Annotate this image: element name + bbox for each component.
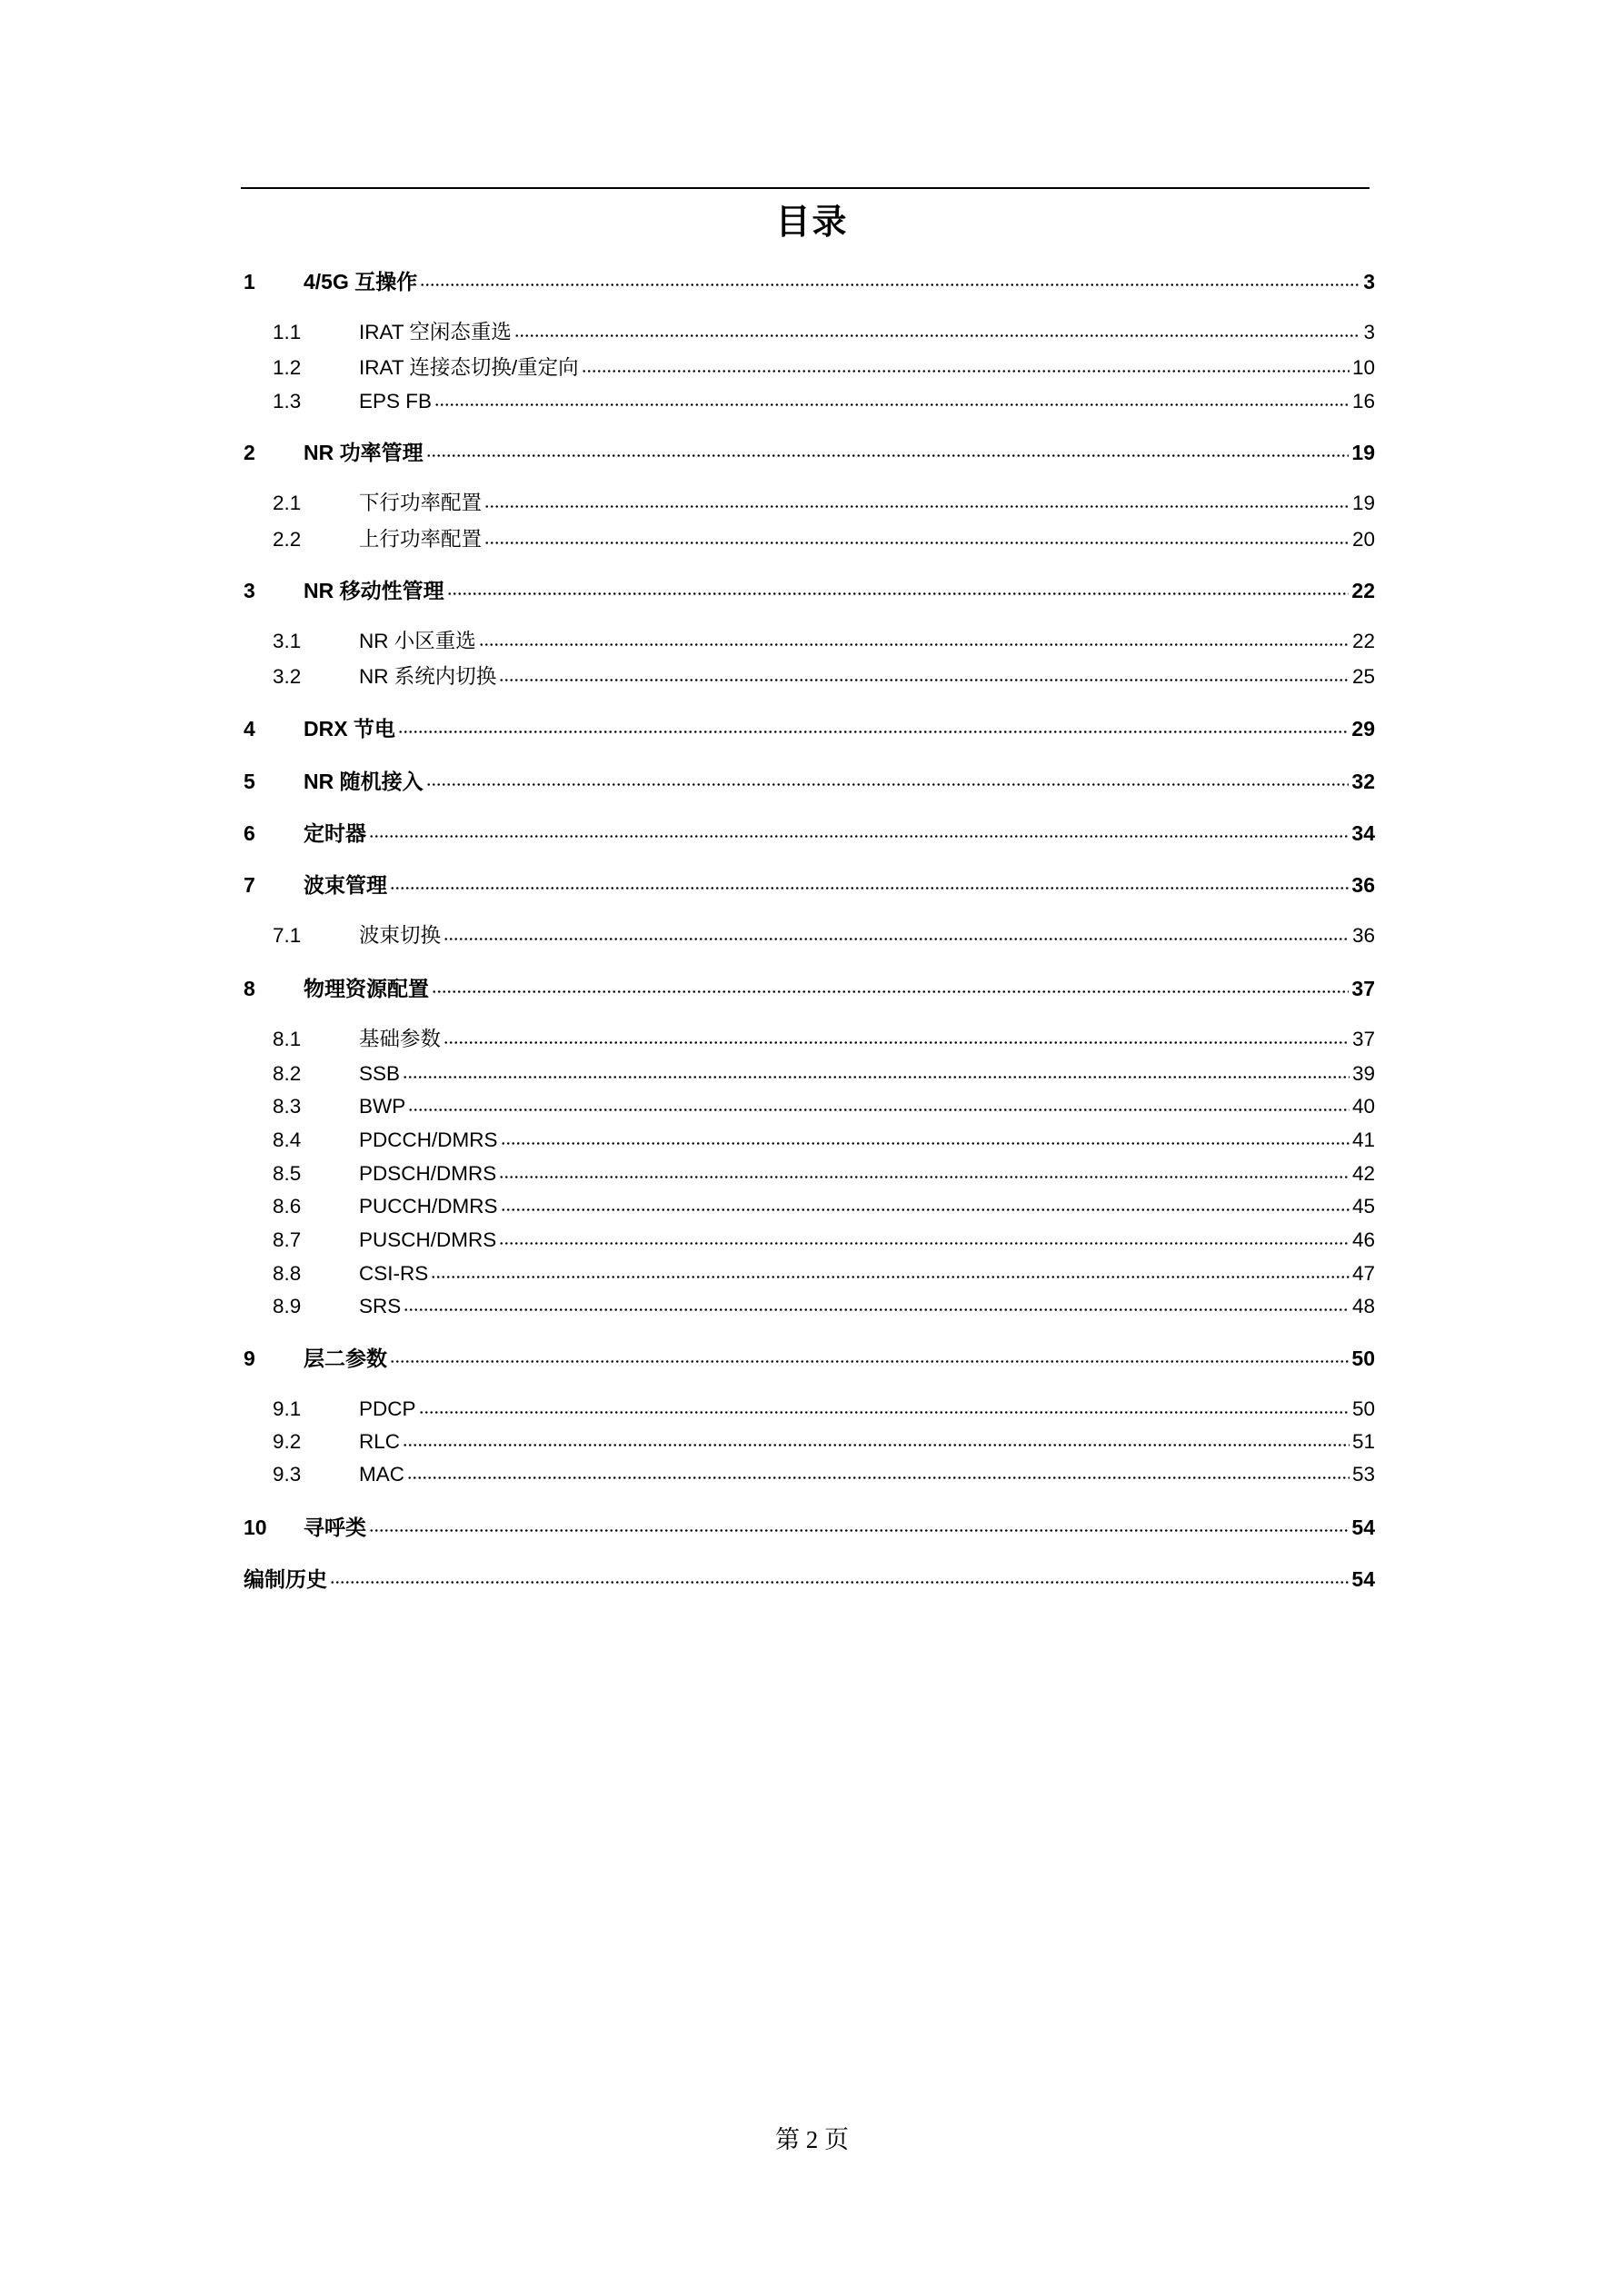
toc-entry-label: 波束切换 (359, 924, 442, 947)
toc-entry-number: 8.3 (273, 1095, 302, 1118)
toc-entry-number: 2.2 (273, 528, 302, 551)
toc-entry-label: 基础参数 (359, 1028, 442, 1050)
toc-entry-chapter[interactable] (244, 869, 1375, 898)
toc-dot-leader (582, 368, 1350, 374)
toc-entry-section[interactable] (244, 1393, 1375, 1422)
toc-dot-leader (484, 503, 1350, 510)
toc-entry-section[interactable] (244, 1257, 1375, 1287)
toc-entry-page-number: 34 (1351, 821, 1375, 845)
toc-entry-label: 波束管理 (304, 873, 387, 897)
toc-entry-label: NR 随机接入 (304, 770, 423, 793)
toc-entry-label: 4/5G 互操作 (304, 270, 418, 293)
toc-entry-number: 8.7 (273, 1228, 302, 1251)
toc-entry-chapter[interactable] (244, 817, 1375, 846)
toc-entry-section[interactable] (244, 1458, 1375, 1487)
toc-entry-section[interactable] (244, 1023, 1375, 1052)
toc-entry-page-number: 40 (1351, 1095, 1375, 1118)
toc-entry-chapter[interactable] (244, 574, 1375, 603)
toc-entry-number: 9.2 (273, 1430, 302, 1453)
toc-entry-number: 2 (244, 441, 255, 464)
toc-entry-label: NR 移动性管理 (304, 579, 444, 602)
toc-entry-label: PDSCH/DMRS (359, 1162, 497, 1185)
toc-entry-page-number: 29 (1351, 717, 1375, 740)
toc-entry-number: 5 (244, 770, 255, 793)
toc-entry-number: 8.8 (273, 1262, 302, 1285)
toc-entry-label: 上行功率配置 (359, 528, 483, 551)
toc-entry-label: SRS (359, 1295, 402, 1317)
toc-entry-number: 8.5 (273, 1162, 302, 1185)
toc-entry-number: 2.1 (273, 492, 302, 514)
toc-entry-label: PDCP (359, 1397, 416, 1420)
toc-entry-label: NR 小区重选 (359, 630, 476, 652)
toc-entry-chapter[interactable] (244, 1563, 1375, 1592)
toc-entry-label: IRAT 连接态切换/重定向 (359, 356, 579, 379)
toc-entry-page-number: 50 (1351, 1397, 1375, 1420)
toc-entry-number: 1.1 (273, 321, 302, 343)
toc-dot-leader (369, 833, 1349, 840)
toc-dot-leader (514, 333, 1361, 339)
toc-entry-section[interactable] (244, 316, 1375, 345)
toc-entry-section[interactable] (244, 625, 1375, 654)
toc-entry-section[interactable] (244, 487, 1375, 516)
toc-entry-label: NR 功率管理 (304, 441, 423, 464)
header-rule (241, 187, 1370, 189)
toc-dot-leader (390, 885, 1349, 891)
toc-entry-number: 8.6 (273, 1195, 302, 1218)
toc-entry-number: 8.2 (273, 1062, 302, 1085)
toc-entry-page-number: 25 (1351, 665, 1375, 688)
toc-entry-number: 8.9 (273, 1295, 302, 1317)
toc-entry-page-number: 3 (1363, 321, 1375, 343)
toc-entry-section[interactable] (244, 1158, 1375, 1187)
toc-entry-number: 7.1 (273, 924, 302, 947)
toc-entry-page-number: 47 (1351, 1262, 1375, 1285)
toc-entry-label: 定时器 (304, 821, 366, 845)
toc-entry-label: PUCCH/DMRS (359, 1195, 498, 1218)
toc-entry-chapter[interactable] (244, 1342, 1375, 1371)
toc-dot-leader (407, 1475, 1350, 1481)
toc-entry-page-number: 48 (1351, 1295, 1375, 1317)
toc-dot-leader (390, 1358, 1349, 1365)
toc-dot-leader (330, 1579, 1349, 1585)
toc-dot-leader (501, 1207, 1350, 1213)
toc-dot-leader (499, 1240, 1350, 1247)
toc-entry-label: BWP (359, 1095, 406, 1118)
toc-entry-page-number: 22 (1351, 630, 1375, 652)
toc-entry-label: IRAT 空闲态重选 (359, 321, 512, 343)
toc-entry-section[interactable] (244, 1426, 1375, 1455)
toc-entry-page-number: 32 (1351, 770, 1375, 793)
toc-dot-leader (404, 1307, 1350, 1313)
toc-title: 目录 (775, 204, 849, 242)
toc-entry-page-number: 36 (1351, 924, 1375, 947)
toc-dot-leader (434, 402, 1350, 408)
toc-entry-label: 层二参数 (304, 1347, 387, 1370)
toc-entry-chapter[interactable] (244, 712, 1375, 741)
toc-entry-number: 8.1 (273, 1028, 302, 1050)
toc-entry-section[interactable] (244, 661, 1375, 690)
toc-entry-label: 下行功率配置 (359, 492, 483, 514)
toc-entry-label: DRX 节电 (304, 717, 395, 740)
toc-entry-page-number: 39 (1351, 1062, 1375, 1085)
toc-entry-section[interactable] (244, 919, 1375, 949)
toc-entry-page-number: 3 (1363, 270, 1375, 293)
toc-dot-leader (408, 1107, 1350, 1113)
toc-entry-number: 8.4 (273, 1128, 302, 1151)
toc-entry-page-number: 53 (1351, 1463, 1375, 1486)
toc-entry-chapter[interactable] (244, 1511, 1375, 1540)
toc-entry-number: 1 (244, 270, 255, 293)
toc-entry-section[interactable] (244, 1124, 1375, 1153)
toc-entry-page-number: 19 (1351, 492, 1375, 514)
toc-entry-page-number: 36 (1351, 873, 1375, 897)
toc-dot-leader (499, 1174, 1350, 1180)
toc-entry-label: PUSCH/DMRS (359, 1228, 497, 1251)
toc-dot-leader (484, 540, 1350, 546)
toc-entry-number: 3.2 (273, 665, 302, 688)
toc-entry-page-number: 22 (1351, 579, 1375, 602)
toc-entry-number: 3 (244, 579, 255, 602)
toc-entry-chapter[interactable] (244, 265, 1375, 294)
toc-dot-leader (403, 1442, 1350, 1448)
toc-dot-leader (447, 591, 1350, 597)
toc-dot-leader (443, 936, 1350, 942)
toc-entry-number: 4 (244, 717, 255, 740)
toc-dot-leader (419, 1409, 1350, 1416)
toc-entry-number: 10 (244, 1516, 267, 1539)
toc-entry-page-number: 10 (1351, 356, 1375, 379)
toc-dot-leader (431, 1274, 1350, 1280)
toc-entry-label: EPS FB (359, 390, 433, 412)
toc-entry-page-number: 20 (1351, 528, 1375, 551)
toc-dot-leader (398, 729, 1349, 735)
toc-entry-label: NR 系统内切换 (359, 665, 497, 688)
toc-entry-number: 1.2 (273, 356, 302, 379)
toc-entry-page-number: 54 (1351, 1567, 1375, 1591)
toc-entry-section[interactable] (244, 1190, 1375, 1219)
toc-dot-leader (432, 989, 1349, 995)
toc-dot-leader (479, 641, 1350, 648)
toc-entry-page-number: 19 (1351, 441, 1375, 464)
toc-entry-page-number: 37 (1351, 1028, 1375, 1050)
toc-entry-page-number: 46 (1351, 1228, 1375, 1251)
toc-entry-number: 6 (244, 821, 255, 845)
toc-dot-leader (443, 1039, 1350, 1046)
toc-dot-leader (501, 1140, 1350, 1147)
toc-entry-section[interactable] (244, 1290, 1375, 1319)
toc-dot-leader (403, 1074, 1350, 1080)
toc-entry-section[interactable] (244, 352, 1375, 381)
toc-entry-number: 9.3 (273, 1463, 302, 1486)
toc-entry-label: 物理资源配置 (304, 977, 429, 1000)
page-number: 第 2 页 (775, 2126, 849, 2153)
toc-entry-label: 寻呼类 (304, 1516, 366, 1539)
toc-entry-section[interactable] (244, 1090, 1375, 1119)
toc-entry-page-number: 54 (1351, 1516, 1375, 1539)
toc-entry-section[interactable] (244, 523, 1375, 552)
toc-dot-leader (499, 677, 1350, 683)
toc-entry-chapter[interactable] (244, 765, 1375, 794)
toc-dot-leader (426, 781, 1350, 788)
toc-dot-leader (420, 282, 1360, 288)
toc-entry-number: 7 (244, 873, 255, 897)
toc-entry-page-number: 41 (1351, 1128, 1375, 1151)
toc-entry-number: 8 (244, 977, 255, 1000)
toc-entry-section[interactable] (244, 1058, 1375, 1087)
toc-entry-page-number: 50 (1351, 1347, 1375, 1370)
toc-entry-label: RLC (359, 1430, 401, 1453)
toc-entry-number: 3.1 (273, 630, 302, 652)
toc-entry-page-number: 42 (1351, 1162, 1375, 1185)
toc-entry-page-number: 45 (1351, 1195, 1375, 1218)
toc-entry-section[interactable] (244, 385, 1375, 414)
toc-entry-chapter[interactable] (244, 972, 1375, 1001)
toc-entry-chapter[interactable] (244, 436, 1375, 465)
toc-entry-number: 9 (244, 1347, 255, 1370)
toc-entry-label: PDCCH/DMRS (359, 1128, 498, 1151)
toc-entry-label: 编制历史 (244, 1567, 327, 1591)
toc-entry-label: CSI-RS (359, 1262, 429, 1285)
toc-entry-number: 9.1 (273, 1397, 302, 1420)
toc-entry-section[interactable] (244, 1224, 1375, 1253)
toc-entry-page-number: 51 (1351, 1430, 1375, 1453)
toc-dot-leader (369, 1527, 1349, 1534)
toc-entry-page-number: 16 (1351, 390, 1375, 412)
toc-entry-label: MAC (359, 1463, 404, 1486)
toc-entry-page-number: 37 (1351, 977, 1375, 1000)
toc-dot-leader (426, 452, 1350, 459)
toc-entry-label: SSB (359, 1062, 401, 1085)
toc-entry-number: 1.3 (273, 390, 302, 412)
